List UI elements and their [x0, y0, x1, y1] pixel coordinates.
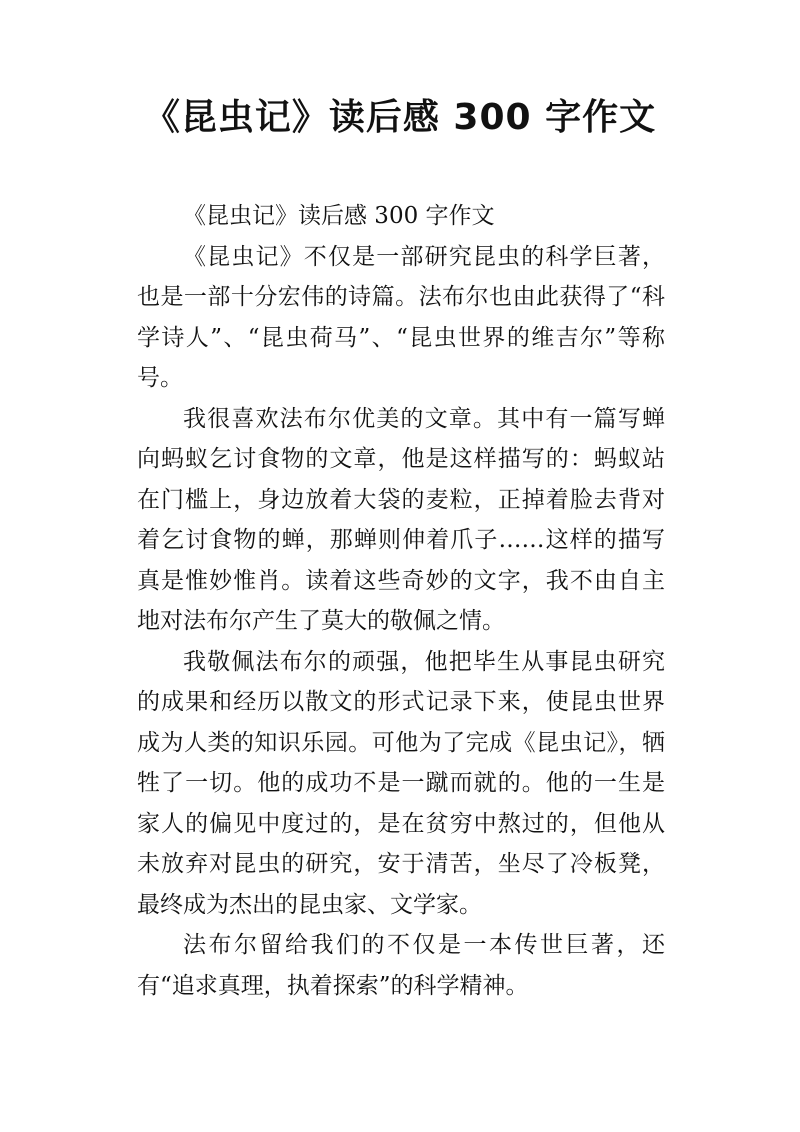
paragraph-perseverance: 我敬佩法布尔的顽强，他把毕生从事昆虫研究的成果和经历以散文的形式记录下来，使昆虫世界成为人类的知识乐园。可他为了完成《昆虫记》，牺牲了一切。他的成功不是一蹴而就的。他的一生是家人的偏见中度过的，是在贫穷中熬过的，但他从未放弃对昆虫的研究，安于清苦，坐尽了冷板凳，最终成为杰出的昆虫家、文学家。: [137, 648, 665, 918]
paragraph-conclusion: 法布尔留给我们的不仅是一本传世巨著，还有“追求真理，执着探索”的科学精神。: [137, 932, 665, 999]
document-body: [137, 196, 665, 1006]
paragraph-writing-style: 我很喜欢法布尔优美的文章。其中有一篇写蝉向蚂蚁乞讨食物的文章，他是这样描写的：蚂蚁站在门槛上，身边放着大袋的麦粒，正掉着脸去背对着乞讨食物的蝉，那蝉则伸着爪子……这样的描写真是惟妙惟肖。读着这些奇妙的文字，我不由自主地对法布尔产生了莫大的敬佩之情。: [137, 405, 665, 634]
paragraph-subtitle: 《昆虫记》读后感 300 字作文: [183, 203, 495, 229]
paragraph-intro: 《昆虫记》不仅是一部研究昆虫的科学巨著，也是一部十分宏伟的诗篇。法布尔也由此获得了“科学诗人”、“昆虫荷马”、“昆虫世界的维吉尔”等称号。: [137, 243, 665, 391]
document-title: 《昆虫记》读后感 300 字作文: [143, 97, 657, 138]
